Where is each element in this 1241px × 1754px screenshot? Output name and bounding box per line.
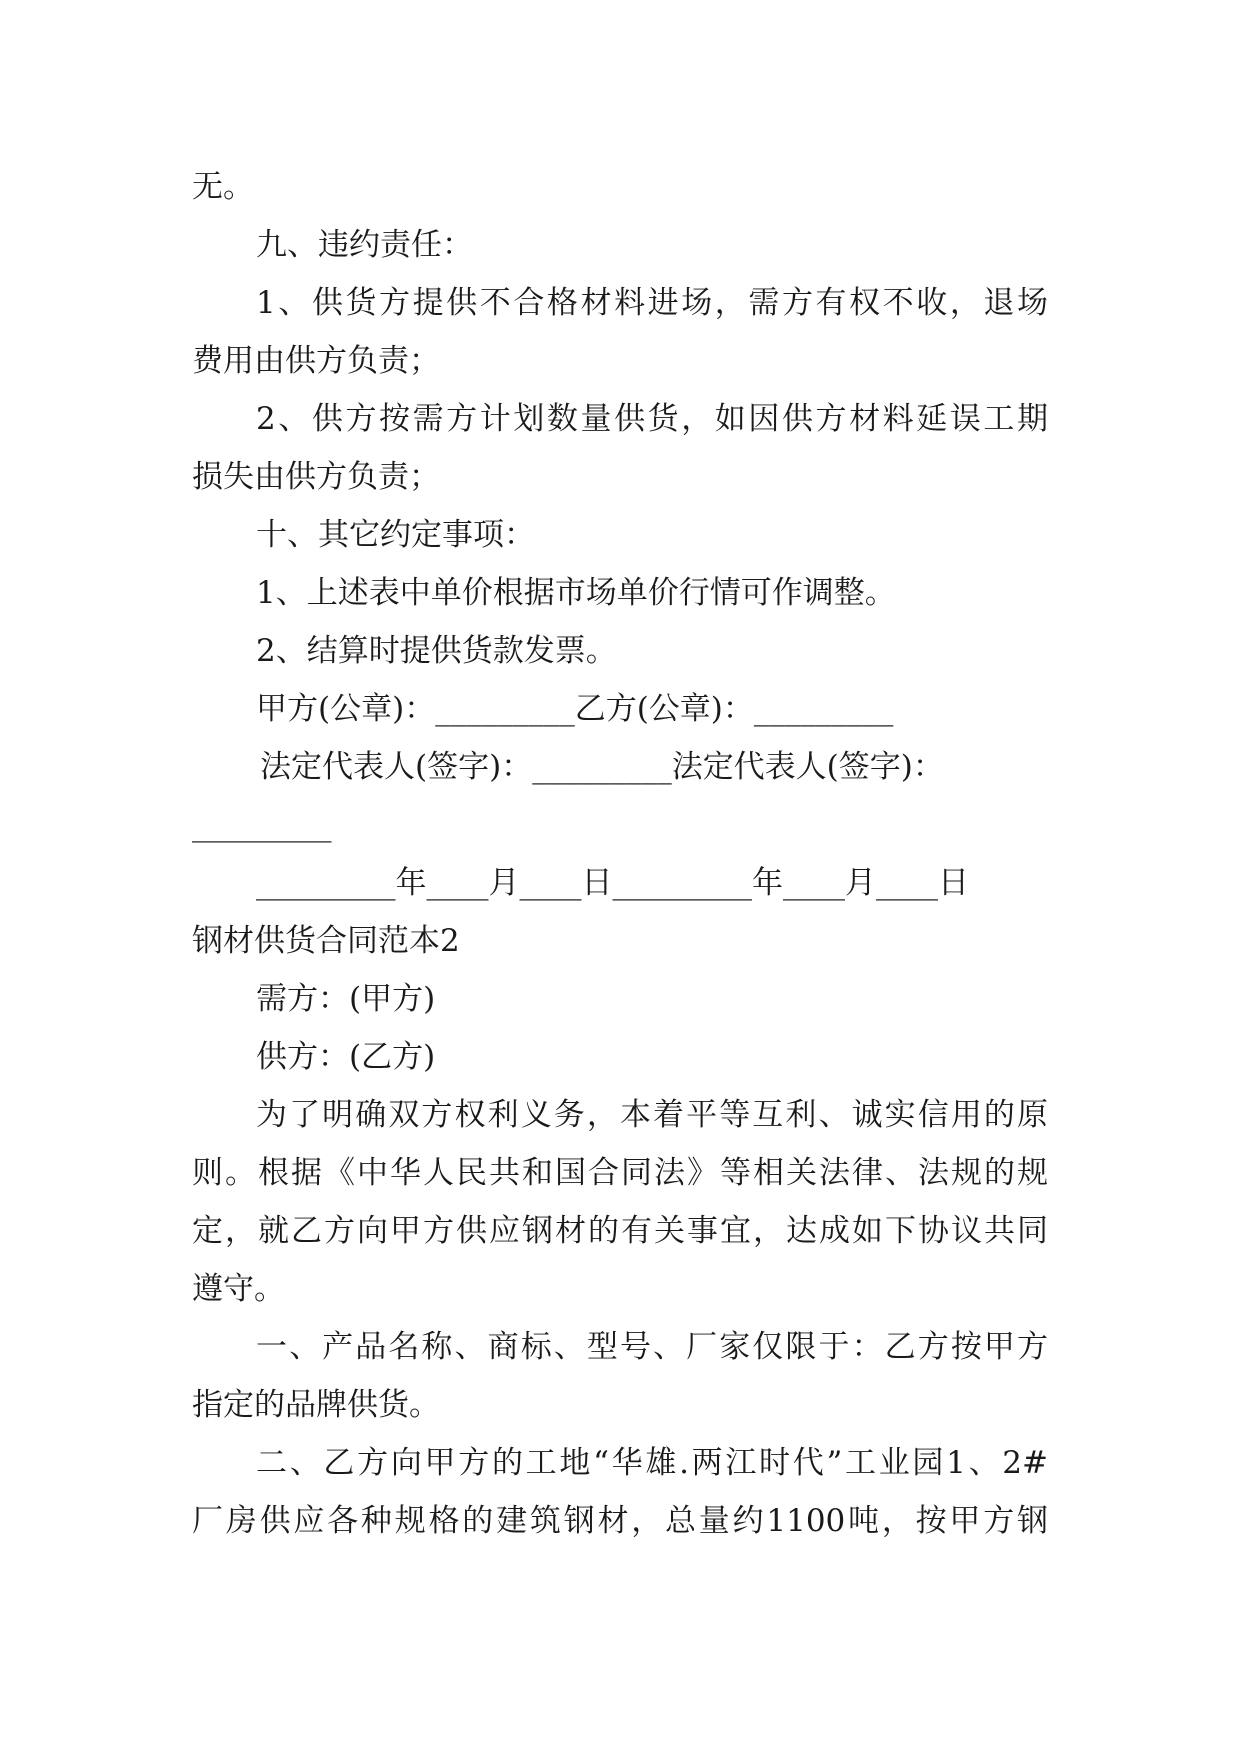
signature-line: 甲方(公章)：_________乙方(公章)：_________ xyxy=(256,691,894,727)
text-line: 费用由供方负责； xyxy=(192,343,440,379)
text-line: 1、供货方提供不合格材料进场，需方有权不收，退场 xyxy=(256,285,1048,321)
text-line: 2、供方按需方计划数量供货，如因供方材料延误工期 xyxy=(256,401,1048,437)
text-line: 供方：(乙方) xyxy=(256,1039,436,1075)
text-line: 无。 xyxy=(192,169,254,205)
text-line: 1、上述表中单价根据市场单价行情可作调整。 xyxy=(256,575,896,611)
text-line: 二、乙方向甲方的工地“华雄.两江时代”工业园1、2# xyxy=(256,1445,1048,1481)
section-heading: 十、其它约定事项： xyxy=(256,517,535,553)
signature-line: 法定代表人(签字)：_________法定代表人(签字)： xyxy=(260,749,944,785)
text-line: 厂房供应各种规格的建筑钢材，总量约1100吨，按甲方钢 xyxy=(192,1503,1048,1539)
text-line: 定，就乙方向甲方供应钢材的有关事宜，达成如下协议共同 xyxy=(192,1213,1048,1249)
text-line: 损失由供方负责； xyxy=(192,459,440,495)
text-line: 则。根据《中华人民共和国合同法》等相关法律、法规的规 xyxy=(192,1155,1048,1191)
text-line: 为了明确双方权利义务，本着平等互利、诚实信用的原 xyxy=(256,1097,1048,1133)
text-line: 指定的品牌供货。 xyxy=(192,1387,440,1423)
section-heading: 九、违约责任： xyxy=(256,227,473,263)
signature-line: _________ xyxy=(192,807,332,843)
document-title: 钢材供货合同范本2 xyxy=(192,923,460,959)
text-line: 遵守。 xyxy=(192,1271,285,1307)
text-line: 需方：(甲方) xyxy=(256,981,436,1017)
text-line: 2、结算时提供货款发票。 xyxy=(256,633,617,669)
text-line: 一、产品名称、商标、型号、厂家仅限于：乙方按甲方 xyxy=(256,1329,1048,1365)
date-line: _________年____月____日_________年____月____日 xyxy=(256,865,969,901)
